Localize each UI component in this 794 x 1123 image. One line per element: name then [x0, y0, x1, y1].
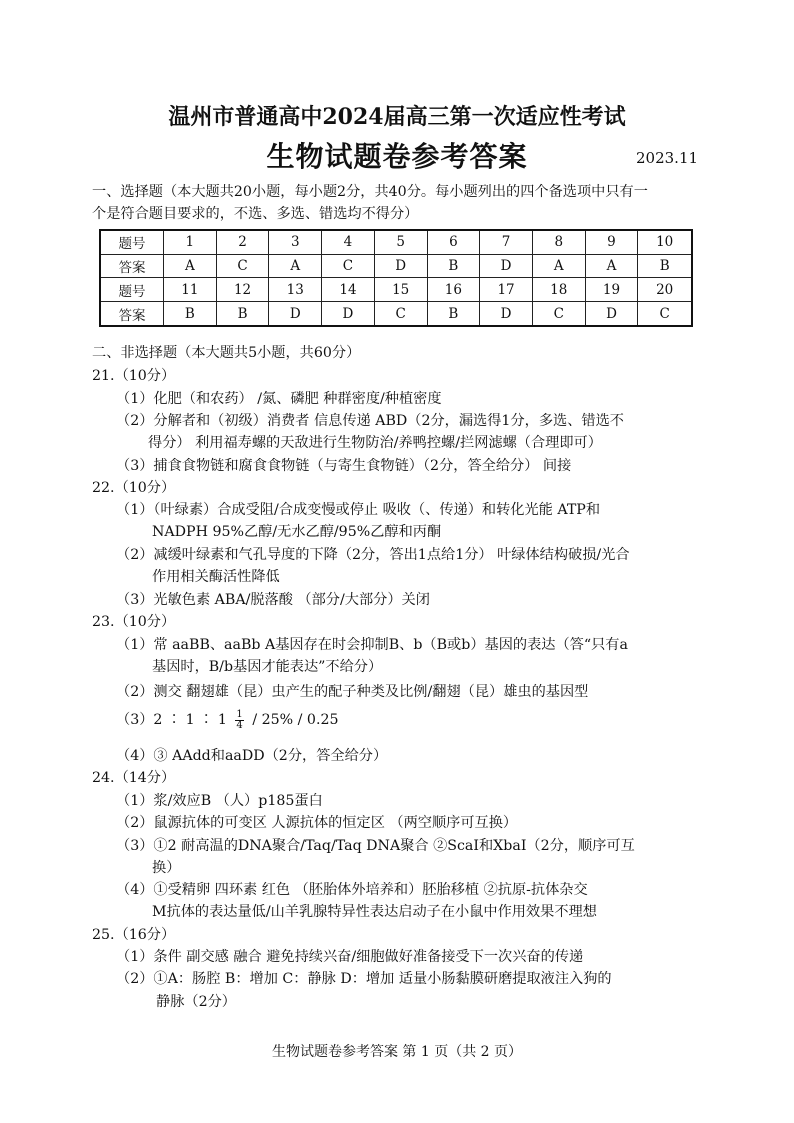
answer-cell: D: [374, 254, 427, 278]
question-number: 10: [638, 230, 692, 254]
question-number: 14: [322, 278, 375, 302]
q23-line: （1）常 aaBB、aaBb A基因存在时会抑制B、b（B或b）基因的表达（答“只有a: [116, 637, 628, 653]
answer-cell: B: [638, 254, 692, 278]
fraction: [235, 710, 243, 731]
answer-cell: A: [585, 254, 638, 278]
question-number: 5: [374, 230, 427, 254]
row-label-answer: 答案: [100, 302, 164, 326]
q21-line: （3）捕食食物链和腐食食物链（与寄生食物链）（2分，答全给分） 间接: [116, 458, 572, 474]
q25-line: 静脉（2分）: [156, 994, 236, 1010]
q24-line: （3）①2 耐高温的DNA聚合/Taq/Taq DNA聚合 ②ScaⅠ和XbaⅠ（2分，顺序可互: [116, 838, 635, 854]
question-number: 13: [269, 278, 322, 302]
answer-cell: C: [532, 302, 585, 326]
answer-cell: B: [427, 254, 480, 278]
answer-cell: D: [585, 302, 638, 326]
answer-cell: D: [480, 254, 533, 278]
q23-line: （2）测交 翻翅雄（昆）虫产生的配子种类及比例/翻翅（昆）雄虫的基因型: [116, 684, 589, 700]
table-row: [100, 278, 692, 302]
answer-table: [99, 229, 693, 327]
exam-title: 温州市普通高中2024届高三第一次适应性考试: [168, 104, 626, 130]
q24-line: （1）浆/效应B （人）p185蛋白: [116, 793, 323, 809]
question-number: 4: [322, 230, 375, 254]
q23-line: （4）③ AAdd和aaDD（2分，答全给分）: [116, 748, 388, 764]
row-label-answer: 答案: [100, 254, 164, 278]
q22-line: 作用相关酶活性降低: [152, 569, 280, 585]
answer-cell: D: [480, 302, 533, 326]
answer-key-title: 生物试题卷参考答案: [266, 140, 528, 173]
answer-cell: C: [216, 254, 269, 278]
row-label-question: 题号: [100, 230, 164, 254]
question-number: 12: [216, 278, 269, 302]
q22-line: （2）减缓叶绿素和气孔导度的下降（2分，答出1点给1分） 叶绿体结构破损/光合: [116, 547, 630, 563]
fraction-denominator: 4: [236, 719, 243, 731]
question-number: 1: [164, 230, 217, 254]
question-number: 16: [427, 278, 480, 302]
q24-line: （4）①受精卵 四环素 红色 （胚胎体外培养和）胚胎移植 ②抗原-抗体杂交: [116, 882, 588, 898]
row-label-question: 题号: [100, 278, 164, 302]
q24-line: （2）鼠源抗体的可变区 人源抗体的恒定区 （两空顺序可互换）: [116, 815, 518, 831]
q23-line: 基因时，B/b基因才能表达”不给分）: [152, 659, 383, 675]
q21-line: 得分） 利用福寿螺的天敌进行生物防治/养鸭控螺/拦网滤螺（合理即可）: [148, 435, 602, 451]
table-row: [100, 230, 692, 254]
q24-line: 换）: [152, 860, 181, 876]
part2-heading: 二、非选择题（本大题共5小题，共60分）: [92, 345, 361, 361]
q22-line: NADPH 95%乙醇/无水乙醇/95%乙醇和丙酮: [152, 524, 442, 540]
answer-cell: D: [322, 302, 375, 326]
answer-cell: A: [269, 254, 322, 278]
part1-heading-cont: 个是符合题目要求的，不选、多选、错选均不得分）: [92, 206, 419, 222]
q25-line: （2）①A：肠腔 B：增加 C：静脉 D：增加 适量小肠黏膜研磨提取液注入狗的: [116, 971, 612, 987]
q25-heading: 25.（16分）: [92, 927, 176, 943]
question-number: 8: [532, 230, 585, 254]
ratio-alternatives: / 25% / 0.25: [252, 712, 339, 728]
answer-cell: C: [322, 254, 375, 278]
question-number: 19: [585, 278, 638, 302]
page-footer: 生物试题卷参考答案 第 1 页（共 2 页）: [271, 1044, 523, 1060]
q21-line: （1）化肥（和农药） /氮、磷肥 种群密度/种植密度: [116, 391, 442, 407]
question-number: 18: [532, 278, 585, 302]
answer-cell: B: [427, 302, 480, 326]
question-number: 11: [164, 278, 217, 302]
answer-cell: A: [164, 254, 217, 278]
q24-heading: 24.（14分）: [92, 770, 176, 786]
answer-cell: A: [532, 254, 585, 278]
q24-line: M抗体的表达量低/山羊乳腺特异性表达启动子在小鼠中作用效果不理想: [152, 904, 597, 920]
question-number: 2: [216, 230, 269, 254]
answer-cell: C: [374, 302, 427, 326]
part1-heading: 一、选择题（本大题共20小题，每小题2分，共40分。每小题列出的四个备选项中只有一: [92, 184, 648, 200]
exam-date: 2023.11: [636, 149, 699, 167]
question-number: 7: [480, 230, 533, 254]
q21-line: （2）分解者和（初级）消费者 信息传递 ABD（2分，漏选得1分，多选、错选不: [116, 413, 624, 429]
question-number: 17: [480, 278, 533, 302]
table-row: [100, 302, 692, 326]
q23-line-ratio: [116, 709, 339, 731]
q22-line: （3）光敏色素 ABA/脱落酸 （部分/大部分）关闭: [116, 592, 430, 608]
answer-cell: B: [216, 302, 269, 326]
q25-line: （1）条件 副交感 融合 避免持续兴奋/细胞做好准备接受下一次兴奋的传递: [116, 949, 584, 965]
question-number: 3: [269, 230, 322, 254]
question-number: 20: [638, 278, 692, 302]
ratio-text: （3）2 ∶ 1 ∶ 1: [116, 712, 227, 728]
q23-heading: 23.（10分）: [92, 614, 176, 630]
fraction-numerator: 1: [236, 708, 243, 720]
q22-line: （1）（叶绿素）合成受阻/合成变慢或停止 吸收（、传递）和转化光能 ATP和: [116, 502, 601, 518]
question-number: 9: [585, 230, 638, 254]
q22-heading: 22.（10分）: [92, 480, 176, 496]
q21-heading: 21.（10分）: [92, 368, 176, 384]
answer-cell: C: [638, 302, 692, 326]
answer-cell: D: [269, 302, 322, 326]
question-number: 6: [427, 230, 480, 254]
answer-cell: B: [164, 302, 217, 326]
table-row: [100, 254, 692, 278]
question-number: 15: [374, 278, 427, 302]
